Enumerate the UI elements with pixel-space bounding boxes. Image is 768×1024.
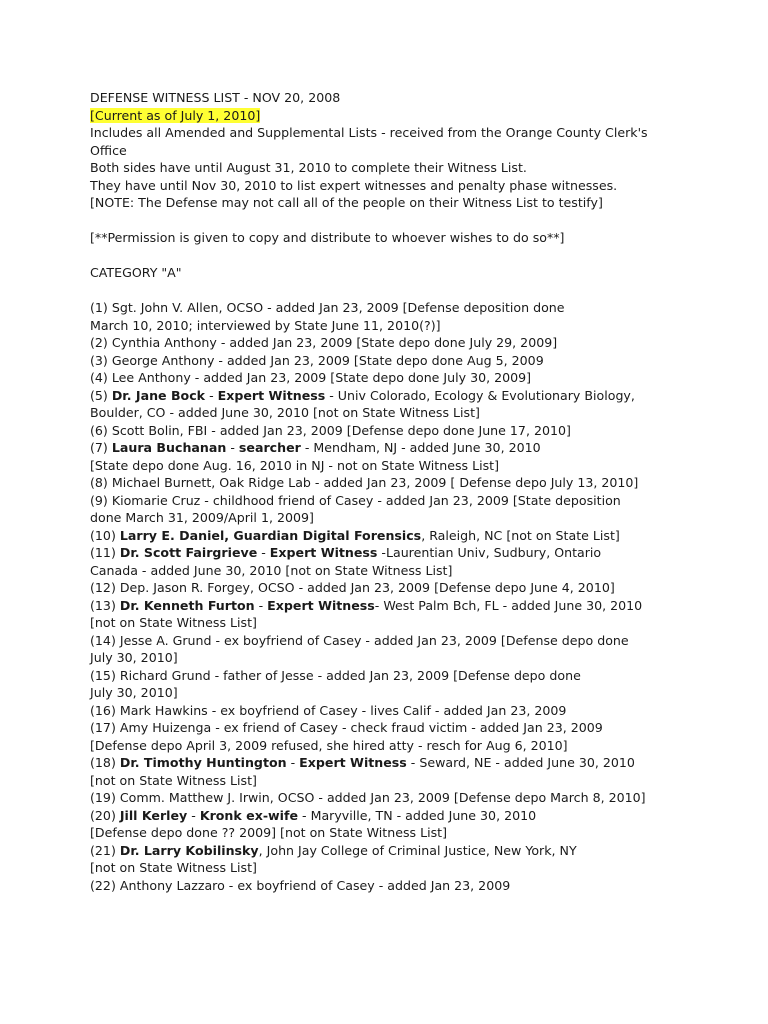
witness-text: Boulder, CO - added June 30, 2010 [not on State Witness List] bbox=[90, 405, 480, 420]
witness-text: (16) Mark Hawkins - ex boyfriend of Casey - lives Calif - added Jan 23, 2009 bbox=[90, 702, 567, 718]
witness-text: (4) Lee Anthony - added Jan 23, 2009 [State depo done July 30, 2009] bbox=[90, 370, 532, 385]
witness-entry-line bbox=[90, 597, 760, 615]
witness-entry-line bbox=[90, 334, 760, 352]
witness-entry-line bbox=[90, 369, 760, 387]
witness-entry-line bbox=[90, 317, 760, 335]
witness-bold-text: Dr. Kenneth Furton bbox=[119, 597, 255, 613]
witness-bold-text: Jill Kerley bbox=[119, 807, 188, 823]
witness-bold-text: Dr. Scott Fairgrieve bbox=[119, 545, 258, 560]
permission-note: [**Permission is given to copy and distribute to whoever wishes to do so**] bbox=[90, 230, 565, 245]
witness-bold-text: Expert Witness bbox=[269, 545, 378, 560]
witness-text: (7) bbox=[90, 440, 112, 455]
intro-note: [NOTE: The Defense may not call all of the people on their Witness List to testify] bbox=[90, 195, 603, 210]
witness-entry-line bbox=[90, 509, 760, 527]
witness-entry-line bbox=[90, 457, 760, 475]
witness-entry bbox=[90, 474, 760, 492]
witness-entry-line bbox=[90, 684, 760, 702]
witness-entry-line bbox=[90, 527, 760, 545]
intro-line: Office bbox=[90, 142, 127, 158]
witness-text: - Mendham, NJ - added June 30, 2010 bbox=[300, 440, 541, 455]
witness-text: (20) bbox=[90, 807, 120, 823]
witness-entry bbox=[90, 807, 760, 842]
witness-entry bbox=[90, 842, 760, 877]
witness-text: - bbox=[226, 440, 239, 455]
witness-entry-line bbox=[90, 789, 760, 807]
witness-text: Canada - added June 30, 2010 [not on State Witness List] bbox=[90, 562, 453, 578]
witness-text: - bbox=[257, 545, 270, 560]
witness-list bbox=[90, 299, 760, 894]
witness-entry-line bbox=[90, 439, 760, 457]
witness-text: [not on State Witness List] bbox=[90, 615, 257, 630]
witness-text: March 10, 2010; interviewed by State June 11, 2010(?)] bbox=[90, 317, 441, 333]
witness-entry-line bbox=[90, 422, 760, 440]
witness-entry bbox=[90, 544, 760, 579]
witness-text: , Raleigh, NC [not on State List] bbox=[421, 527, 620, 543]
witness-text: (10) bbox=[90, 527, 120, 543]
witness-entry bbox=[90, 667, 760, 702]
witness-bold-text: Expert Witness bbox=[217, 387, 326, 403]
witness-text: - bbox=[187, 807, 200, 823]
witness-entry bbox=[90, 632, 760, 667]
witness-entry-line bbox=[90, 824, 760, 842]
witness-entry bbox=[90, 579, 760, 597]
witness-entry-line bbox=[90, 859, 760, 877]
witness-text: [Defense depo done ?? 2009] [not on State Witness List] bbox=[90, 825, 448, 840]
witness-entry-line bbox=[90, 562, 760, 580]
intro-line: Includes all Amended and Supplemental Lists - received from the Orange County Clerk's bbox=[90, 125, 648, 140]
witness-bold-text: Expert Witness bbox=[299, 755, 407, 770]
document-title: DEFENSE WITNESS LIST - NOV 20, 2008 bbox=[90, 90, 341, 105]
witness-text: July 30, 2010] bbox=[90, 650, 178, 665]
witness-entry-line bbox=[90, 649, 760, 667]
witness-text: - West Palm Bch, FL - added June 30, 2010 bbox=[374, 597, 643, 613]
witness-entry-line bbox=[90, 299, 760, 317]
current-as-of-note: [Current as of July 1, 2010] bbox=[90, 107, 261, 123]
witness-text: (12) Dep. Jason R. Forgey, OCSO - added Jan 23, 2009 [Defense depo June 4, 2010] bbox=[90, 580, 615, 595]
witness-text: - bbox=[205, 387, 218, 403]
witness-entry bbox=[90, 754, 760, 789]
witness-text: , John Jay College of Criminal Justice, New York, NY bbox=[258, 842, 577, 858]
witness-bold-text: Dr. Timothy Huntington bbox=[119, 755, 287, 770]
witness-text: (6) Scott Bolin, FBI - added Jan 23, 2009 [Defense depo done June 17, 2010] bbox=[90, 422, 571, 438]
witness-entry bbox=[90, 387, 760, 422]
witness-text: -Laurentian Univ, Sudbury, Ontario bbox=[377, 545, 602, 560]
document-page bbox=[90, 89, 760, 894]
witness-text: (21) bbox=[90, 842, 120, 858]
witness-entry bbox=[90, 877, 760, 895]
witness-text: [not on State Witness List] bbox=[90, 860, 257, 875]
witness-entry-line bbox=[90, 614, 760, 632]
category-heading: CATEGORY "A" bbox=[90, 265, 182, 280]
witness-bold-text: searcher bbox=[238, 440, 301, 455]
witness-text: - Seward, NE - added June 30, 2010 bbox=[406, 755, 635, 770]
witness-text: - bbox=[286, 755, 300, 770]
witness-entry-line bbox=[90, 754, 760, 772]
witness-bold-text: Kronk ex-wife bbox=[199, 807, 299, 823]
witness-entry-line bbox=[90, 842, 760, 860]
witness-text: (11) bbox=[90, 545, 120, 560]
witness-text: - Maryville, TN - added June 30, 2010 bbox=[298, 807, 537, 823]
witness-entry bbox=[90, 597, 760, 632]
witness-entry-line bbox=[90, 474, 760, 492]
witness-text: (22) Anthony Lazzaro - ex boyfriend of Casey - added Jan 23, 2009 bbox=[90, 877, 511, 893]
witness-entry bbox=[90, 369, 760, 387]
witness-bold-text: Expert Witness bbox=[267, 597, 375, 613]
witness-text: - Univ Colorado, Ecology & Evolutionary Biology, bbox=[325, 387, 635, 403]
witness-entry-line bbox=[90, 807, 760, 825]
witness-bold-text: Dr. Jane Bock bbox=[111, 387, 206, 403]
witness-text: - bbox=[254, 597, 268, 613]
witness-entry-line bbox=[90, 772, 760, 790]
witness-entry-line bbox=[90, 702, 760, 720]
witness-entry bbox=[90, 439, 760, 474]
witness-bold-text: Dr. Larry Kobilinsky bbox=[119, 842, 259, 858]
intro-line: Both sides have until August 31, 2010 to complete their Witness List. bbox=[90, 160, 527, 175]
witness-text: [Defense depo April 3, 2009 refused, she hired atty - resch for Aug 6, 2010] bbox=[90, 737, 568, 753]
witness-entry bbox=[90, 789, 760, 807]
witness-entry-line bbox=[90, 387, 760, 405]
witness-text: (8) Michael Burnett, Oak Ridge Lab - added Jan 23, 2009 [ Defense depo July 13, 2010] bbox=[90, 475, 639, 490]
witness-entry bbox=[90, 299, 760, 334]
witness-entry-line bbox=[90, 667, 760, 685]
witness-text: [not on State Witness List] bbox=[90, 772, 257, 788]
witness-entry-line bbox=[90, 352, 760, 370]
witness-entry bbox=[90, 352, 760, 370]
witness-text: July 30, 2010] bbox=[90, 685, 178, 700]
witness-text: (19) Comm. Matthew J. Irwin, OCSO - added Jan 23, 2009 [Defense depo March 8, 2010] bbox=[90, 790, 646, 805]
witness-text: [State depo done Aug. 16, 2010 in NJ - not on State Witness List] bbox=[90, 457, 500, 473]
witness-entry bbox=[90, 422, 760, 440]
witness-entry-line bbox=[90, 492, 760, 510]
witness-entry bbox=[90, 334, 760, 352]
witness-text: (14) Jesse A. Grund - ex boyfriend of Casey - added Jan 23, 2009 [Defense depo done bbox=[90, 632, 629, 648]
witness-entry-line bbox=[90, 632, 760, 650]
witness-entry-line bbox=[90, 404, 760, 422]
witness-text: (17) Amy Huizenga - ex friend of Casey - check fraud victim - added Jan 23, 2009 bbox=[90, 720, 603, 735]
witness-entry bbox=[90, 702, 760, 720]
witness-entry bbox=[90, 492, 760, 527]
witness-entry-line bbox=[90, 737, 760, 755]
witness-entry-line bbox=[90, 544, 760, 562]
witness-text: (13) bbox=[90, 597, 120, 613]
witness-text: (2) Cynthia Anthony - added Jan 23, 2009 [State depo done July 29, 2009] bbox=[90, 335, 558, 350]
witness-text: (1) Sgt. John V. Allen, OCSO - added Jan 23, 2009 [Defense deposition done bbox=[90, 300, 565, 315]
witness-entry-line bbox=[90, 877, 760, 895]
witness-entry-line bbox=[90, 579, 760, 597]
witness-entry-line bbox=[90, 719, 760, 737]
witness-text: (3) George Anthony - added Jan 23, 2009 [State depo done Aug 5, 2009 bbox=[90, 352, 544, 368]
witness-text: done March 31, 2009/April 1, 2009] bbox=[90, 510, 314, 525]
witness-text: (18) bbox=[90, 755, 120, 770]
witness-text: (15) Richard Grund - father of Jesse - added Jan 23, 2009 [Defense depo done bbox=[90, 667, 581, 683]
witness-entry bbox=[90, 719, 760, 754]
witness-text: (5) bbox=[90, 387, 112, 403]
intro-line: They have until Nov 30, 2010 to list expert witnesses and penalty phase witnesses. bbox=[90, 177, 618, 193]
witness-text: (9) Kiomarie Cruz - childhood friend of Casey - added Jan 23, 2009 [State deposition bbox=[90, 492, 621, 508]
witness-bold-text: Laura Buchanan bbox=[111, 440, 227, 455]
witness-entry bbox=[90, 527, 760, 545]
witness-bold-text: Larry E. Daniel, Guardian Digital Forensics bbox=[119, 527, 422, 543]
